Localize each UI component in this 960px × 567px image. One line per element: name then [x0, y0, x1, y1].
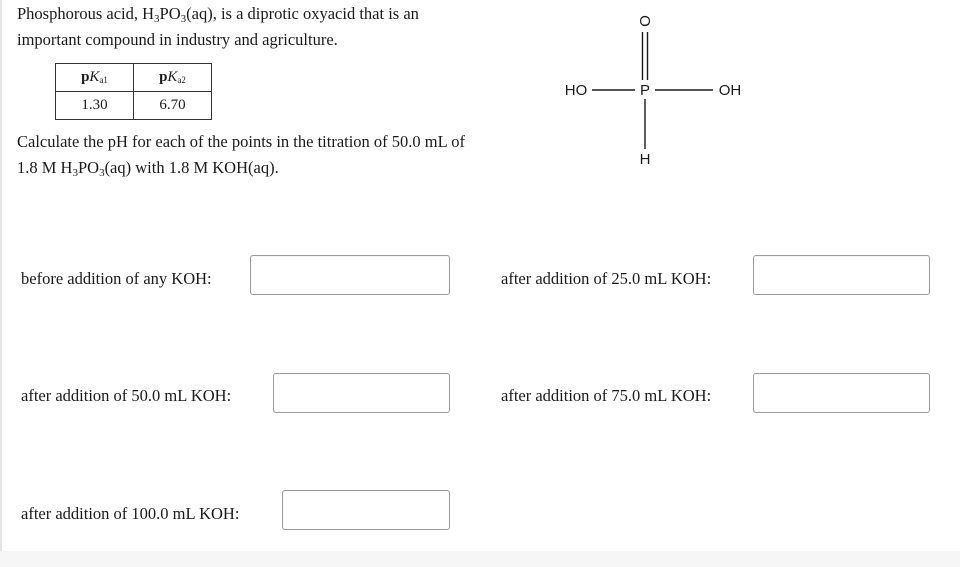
hydroxyl-left-label: HO: [564, 82, 588, 99]
intro-paragraph: Phosphorous acid, $H_3PO_3(aq)$, is a diprotic oxyacid that is an important compound in industry and agriculture.: [17, 4, 419, 49]
question-label-50ml: after addition of 50.0 mL KOH:: [21, 386, 232, 405]
pka1-value: 1.30: [56, 92, 134, 120]
answer-input-75ml[interactable]: [753, 373, 930, 413]
oxygen-atom-label: O: [636, 15, 653, 27]
answer-input-100ml[interactable]: [282, 490, 450, 530]
question-label-before-koh: before addition of any KOH:: [21, 269, 212, 288]
answer-input-25ml[interactable]: [753, 255, 930, 295]
phosphorous-acid-structure: [555, 4, 755, 176]
answer-input-before-koh[interactable]: [250, 255, 450, 295]
pka-header-row: [56, 64, 212, 92]
pka-value-row: [56, 92, 212, 120]
question-label-75ml: after addition of 75.0 mL KOH:: [501, 386, 712, 405]
left-divider: [0, 0, 2, 567]
hydrogen-atom-label: H: [639, 151, 651, 168]
question-label-100ml: after addition of 100.0 mL KOH:: [21, 504, 240, 523]
answer-input-50ml[interactable]: [273, 373, 450, 413]
hydroxyl-right-label: OH: [718, 82, 742, 99]
pka-table: [55, 63, 212, 120]
phosphorus-atom-label: P: [639, 82, 651, 99]
calculation-prompt: Calculate the pH for each of the points in the titration of 50.0 mL of 1.8 M $H_3PO_3(aq)$ with 1.8 M KOH(aq).: [17, 132, 465, 179]
pka1-header: $pK_{a1}$: [56, 64, 134, 92]
question-label-25ml: after addition of 25.0 mL KOH:: [501, 269, 712, 288]
pka2-header: $pK_{a2}$: [134, 64, 212, 92]
bottom-band: [0, 551, 960, 567]
pka2-value: 6.70: [134, 92, 212, 120]
